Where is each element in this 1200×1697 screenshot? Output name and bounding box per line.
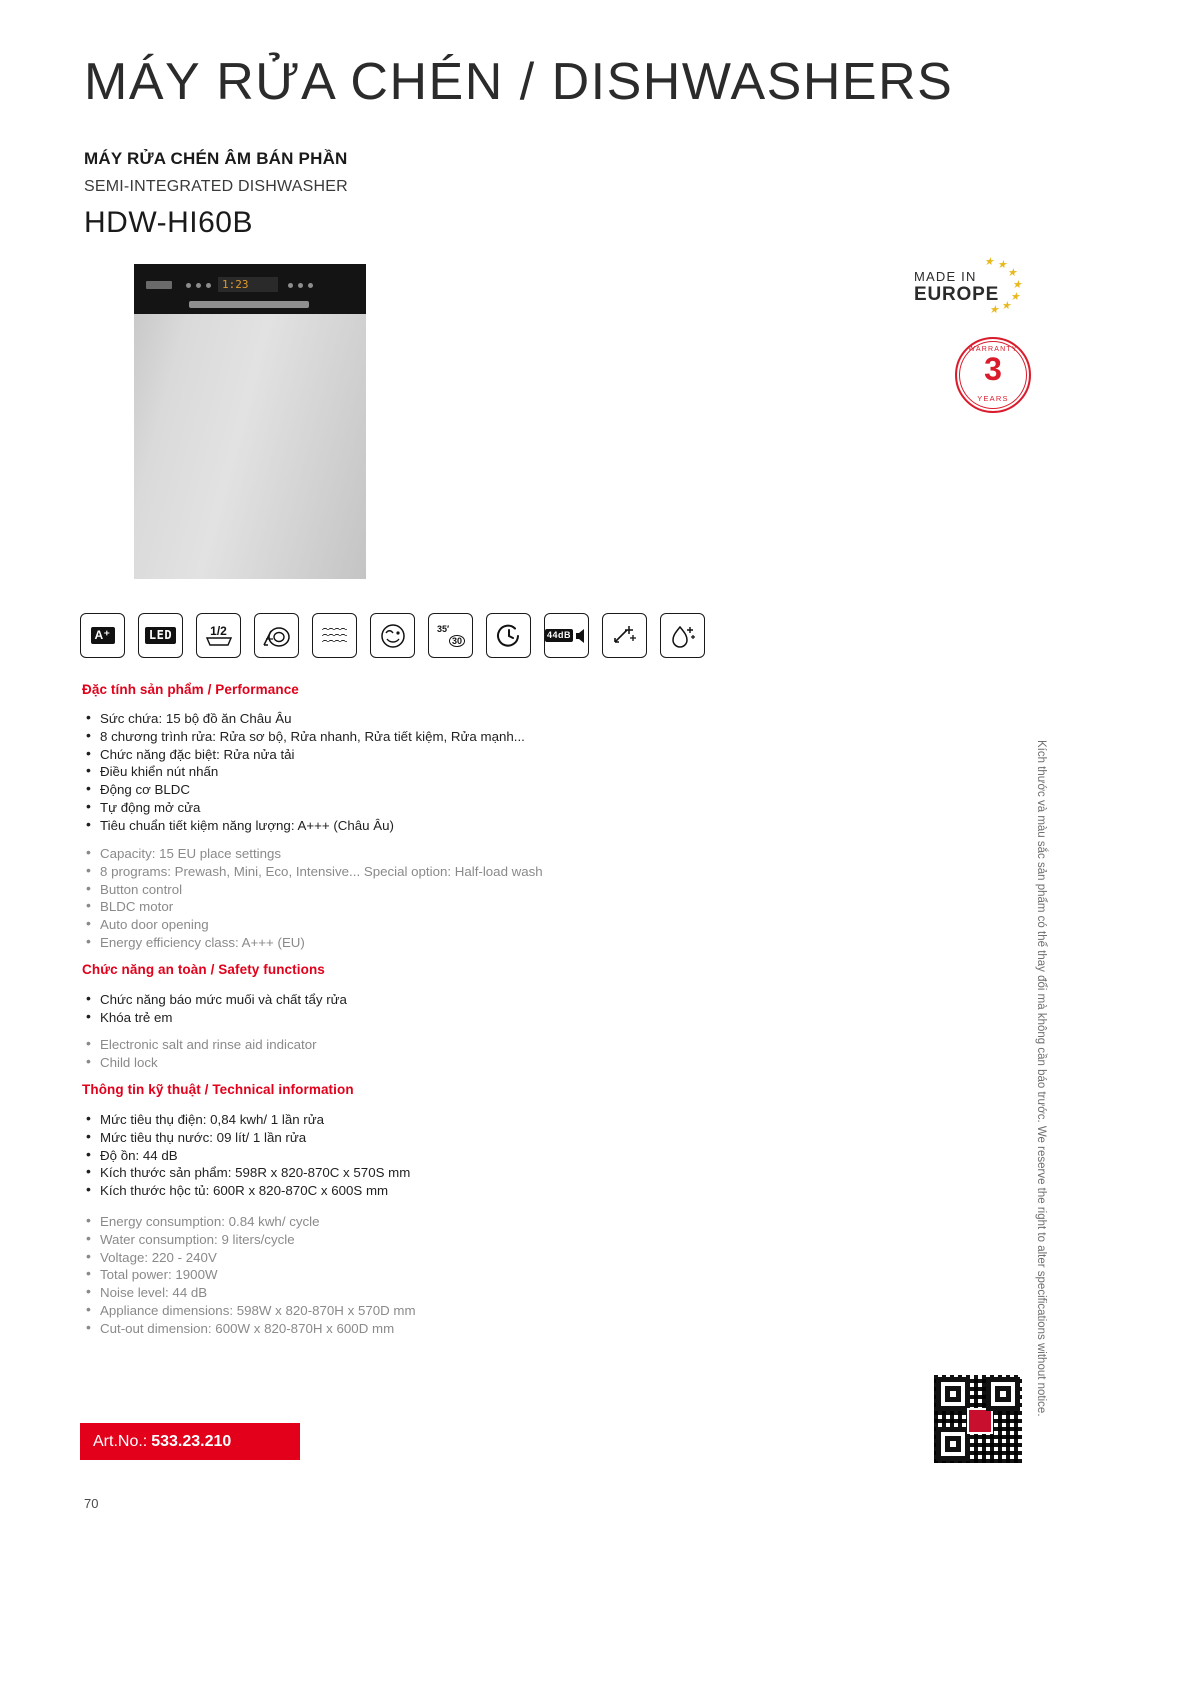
list-item: • 8 programs: Prewash, Mini, Eco, Intensive... Special option: Half-load wash: [82, 863, 543, 881]
product-image: [134, 264, 366, 579]
warranty-years-number: 3: [984, 351, 1002, 387]
feature-icon-row: [80, 613, 705, 658]
list-item: • Button control: [82, 881, 543, 899]
list-item: • Chức năng báo mức muối và chất tẩy rửa: [82, 991, 347, 1009]
sparkle-clean-icon: [602, 613, 647, 658]
energy-class-a-plus-icon: [80, 613, 125, 658]
list-item: • Điều khiển nút nhấn: [82, 763, 525, 781]
side-disclaimer-note: Kích thước và màu sắc sản phẩm có thể thay đổi mà không cần báo trước. We reserve the right to alter specifications without notice.: [1035, 740, 1047, 1417]
panel-buttons-left: [186, 283, 211, 288]
section-heading-performance: Đặc tính sản phẩm / Performance: [82, 682, 299, 697]
qr-code: [934, 1375, 1022, 1463]
door-handle: [189, 301, 309, 308]
dish-basket-icon: [254, 613, 299, 658]
door-panel: [134, 314, 366, 579]
panel-display-text: 1:23: [222, 278, 249, 291]
performance-list-vi: [82, 710, 525, 835]
led-label: LED: [145, 627, 176, 644]
technical-list-en: [82, 1213, 416, 1338]
list-item: • Khóa trẻ em: [82, 1009, 347, 1027]
list-item: • Voltage: 220 - 240V: [82, 1249, 416, 1267]
list-item: • Noise level: 44 dB: [82, 1284, 416, 1302]
water-waves-icon: [312, 613, 357, 658]
drop-svg: [669, 622, 697, 650]
article-number-label: Art.No.:: [93, 1432, 148, 1450]
warranty-badge: [955, 337, 1031, 413]
made-in-label: MADE IN: [914, 269, 977, 284]
list-item: • Capacity: 15 EU place settings: [82, 845, 543, 863]
list-item: • Tự động mở cửa: [82, 799, 525, 817]
section-heading-safety: Chức năng an toàn / Safety functions: [82, 962, 325, 977]
list-item: • Child lock: [82, 1054, 317, 1072]
half-load-icon: [196, 613, 241, 658]
led-display-icon: [138, 613, 183, 658]
list-item: • Chức năng đặc biệt: Rửa nửa tải: [82, 746, 525, 764]
drying-face-svg: [379, 622, 407, 650]
water-drop-shine-icon: [660, 613, 705, 658]
list-item: • 8 chương trình rửa: Rửa sơ bộ, Rửa nhanh, Rửa tiết kiệm, Rửa mạnh...: [82, 728, 525, 746]
list-item: • Water consumption: 9 liters/cycle: [82, 1231, 416, 1249]
list-item: • Electronic salt and rinse aid indicator: [82, 1036, 317, 1054]
list-item: • BLDC motor: [82, 898, 543, 916]
list-item: • Auto door opening: [82, 916, 543, 934]
control-panel: [134, 264, 366, 314]
qr-finder-bottom-left: [936, 1427, 970, 1461]
noise-level-label: 44dB: [545, 629, 573, 642]
performance-list-en: [82, 845, 543, 952]
list-item: • Total power: 1900W: [82, 1266, 416, 1284]
safety-list-en: [82, 1036, 317, 1072]
list-item: • Kích thước hộc tủ: 600R x 820-870C x 600S mm: [82, 1182, 410, 1200]
drying-face-icon: [370, 613, 415, 658]
section-heading-technical: Thông tin kỹ thuật / Technical information: [82, 1082, 354, 1097]
made-in-europe-badge: ★ ★ ★ ★ ★ ★ ★ MADE IN EUROPE: [914, 256, 1022, 316]
list-item: • Sức chứa: 15 bộ đồ ăn Châu Âu: [82, 710, 525, 728]
list-item: • Tiêu chuẩn tiết kiệm năng lượng: A+++ (Châu Âu): [82, 817, 525, 835]
list-item: • Cut-out dimension: 600W x 820-870H x 600D mm: [82, 1320, 416, 1338]
list-item: • Mức tiêu thụ nước: 09 lít/ 1 lần rửa: [82, 1129, 410, 1147]
list-item: • Energy efficiency class: A+++ (EU): [82, 934, 543, 952]
list-item: • Độ ồn: 44 dB: [82, 1147, 410, 1165]
safety-list-vi: [82, 991, 347, 1027]
page-number: 70: [84, 1496, 99, 1511]
basket-outline-icon: [206, 637, 232, 646]
panel-buttons-right: [288, 283, 313, 288]
page-title: MÁY RỬA CHÉN / DISHWASHERS: [84, 53, 954, 111]
product-name-en: SEMI-INTEGRATED DISHWASHER: [84, 178, 348, 195]
brand-logo: [146, 281, 172, 289]
noise-level-44db-icon: [544, 613, 589, 658]
panel-display: [218, 277, 278, 292]
half-load-label: 1/2: [210, 623, 227, 638]
timer-svg: [495, 622, 523, 650]
dish-rack-svg: [262, 623, 292, 649]
article-number-value: 533.23.210: [151, 1432, 232, 1450]
list-item: • Appliance dimensions: 598W x 820-870H x 570D mm: [82, 1302, 416, 1320]
warranty-bottom-label: YEARS: [977, 394, 1009, 403]
list-item: • Động cơ BLDC: [82, 781, 525, 799]
sparkle-svg: [611, 622, 639, 650]
timer-delay-icon: [486, 613, 531, 658]
technical-list-vi: [82, 1111, 410, 1200]
wave-lines: [322, 627, 347, 646]
europe-label: EUROPE: [914, 284, 1000, 305]
list-item: • Kích thước sản phẩm: 598R x 820-870C x 570S mm: [82, 1164, 410, 1182]
list-item: • Energy consumption: 0.84 kwh/ cycle: [82, 1213, 416, 1231]
quick-wash-35-30-icon: 35′ 30: [428, 613, 473, 658]
product-model-code: HDW-HI60B: [84, 206, 253, 239]
energy-class-label: A⁺: [91, 627, 115, 644]
speaker-icon: [575, 628, 588, 644]
product-name-vi: MÁY RỬA CHÉN ÂM BÁN PHẦN: [84, 149, 348, 168]
article-number-badge: [80, 1423, 300, 1460]
warranty-top-label: WARRANTY: [968, 346, 1018, 353]
list-item: • Mức tiêu thụ điện: 0,84 kwh/ 1 lần rửa: [82, 1111, 410, 1129]
qr-center-logo: [967, 1408, 993, 1434]
